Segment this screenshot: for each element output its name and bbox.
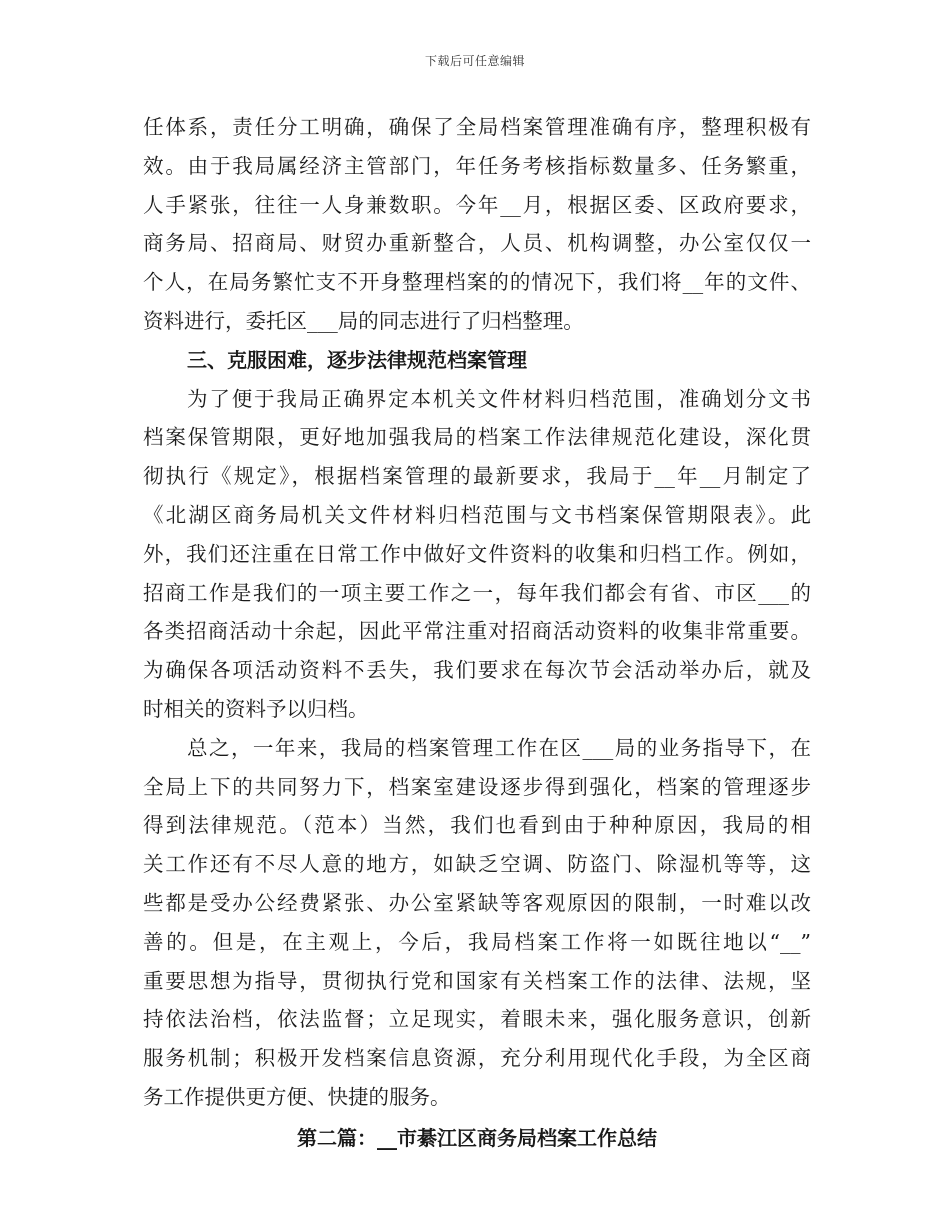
- paragraph-start: 总之，一年来，我局的档案管理工作在区___局的业务指导下，在: [187, 735, 811, 760]
- section-heading: 三、克服困难，逐步法律规范档案管理: [187, 347, 527, 372]
- text-line: 资料进行，委托区___局的同志进行了归档整理。: [143, 308, 584, 333]
- text-line: 档案保管期限，更好地加强我局的档案工作法律规范化建设，深化贯: [143, 425, 811, 450]
- page-header: 下载后可任意编辑: [424, 54, 525, 68]
- text-line: 个人，在局务繁忙支不开身整理档案的的情况下，我们将__年的文件、: [143, 270, 811, 295]
- text-line: 效。由于我局属经济主管部门，年任务考核指标数量多、任务繁重，: [143, 153, 811, 178]
- text-line: 得到法律规范。（范本）当然，我们也看到由于种种原因，我局的相: [143, 813, 811, 838]
- chapter-title: 第二篇：__市綦江区商务局档案工作总结: [297, 1125, 657, 1150]
- text-line: 服务机制；积极开发档案信息资源，充分利用现代化手段，为全区商: [143, 1046, 811, 1071]
- text-line: 些都是受办公经费紧张、办公室紧缺等客观原因的限制，一时难以改: [143, 890, 811, 915]
- text-line: 时相关的资料予以归档。: [143, 696, 369, 721]
- text-line: 重要思想为指导，贯彻执行党和国家有关档案工作的法律、法规，坚: [143, 968, 811, 993]
- text-line: 招商工作是我们的一项主要工作之一，每年我们都会有省、市区___的: [143, 580, 811, 605]
- paragraph-start: 为了便于我局正确界定本机关文件材料归档范围，准确划分文书: [187, 386, 811, 411]
- text-line: 彻执行《规定》，根据档案管理的最新要求，我局于__年__月制定了: [143, 464, 811, 489]
- text-line: 善的。但是，在主观上，今后，我局档案工作将一如既往地以“__”: [143, 929, 811, 954]
- text-line: 《北湖区商务局机关文件材料归档范围与文书档案保管期限表》。此: [143, 502, 811, 527]
- text-line: 全局上下的共同努力下，档案室建设逐步得到强化，档案的管理逐步: [143, 774, 811, 799]
- text-line: 任体系，责任分工明确，确保了全局档案管理准确有序，整理积极有: [143, 115, 811, 139]
- document-body: [143, 108, 811, 1158]
- text-line: 外，我们还注重在日常工作中做好文件资料的收集和归档工作。例如，: [143, 541, 811, 566]
- text-line: 务工作提供更方便、快捷的服务。: [143, 1084, 451, 1109]
- text-line: 关工作还有不尽人意的地方，如缺乏空调、防盗门、除湿机等等，这: [143, 852, 811, 877]
- text-line: 各类招商活动十余起，因此平常注重对招商活动资料的收集非常重要。: [143, 619, 811, 644]
- text-line: 人手紧张，往往一人身兼数职。今年__月，根据区委、区政府要求，: [143, 192, 811, 217]
- text-line: 持依法治档，依法监督；立足现实，着眼未来，强化服务意识，创新: [143, 1007, 811, 1032]
- text-line: 为确保各项活动资料不丢失，我们要求在每次节会活动举办后，就及: [143, 658, 811, 683]
- text-line: 商务局、招商局、财贸办重新整合，人员、机构调整，办公室仅仅一: [143, 231, 811, 256]
